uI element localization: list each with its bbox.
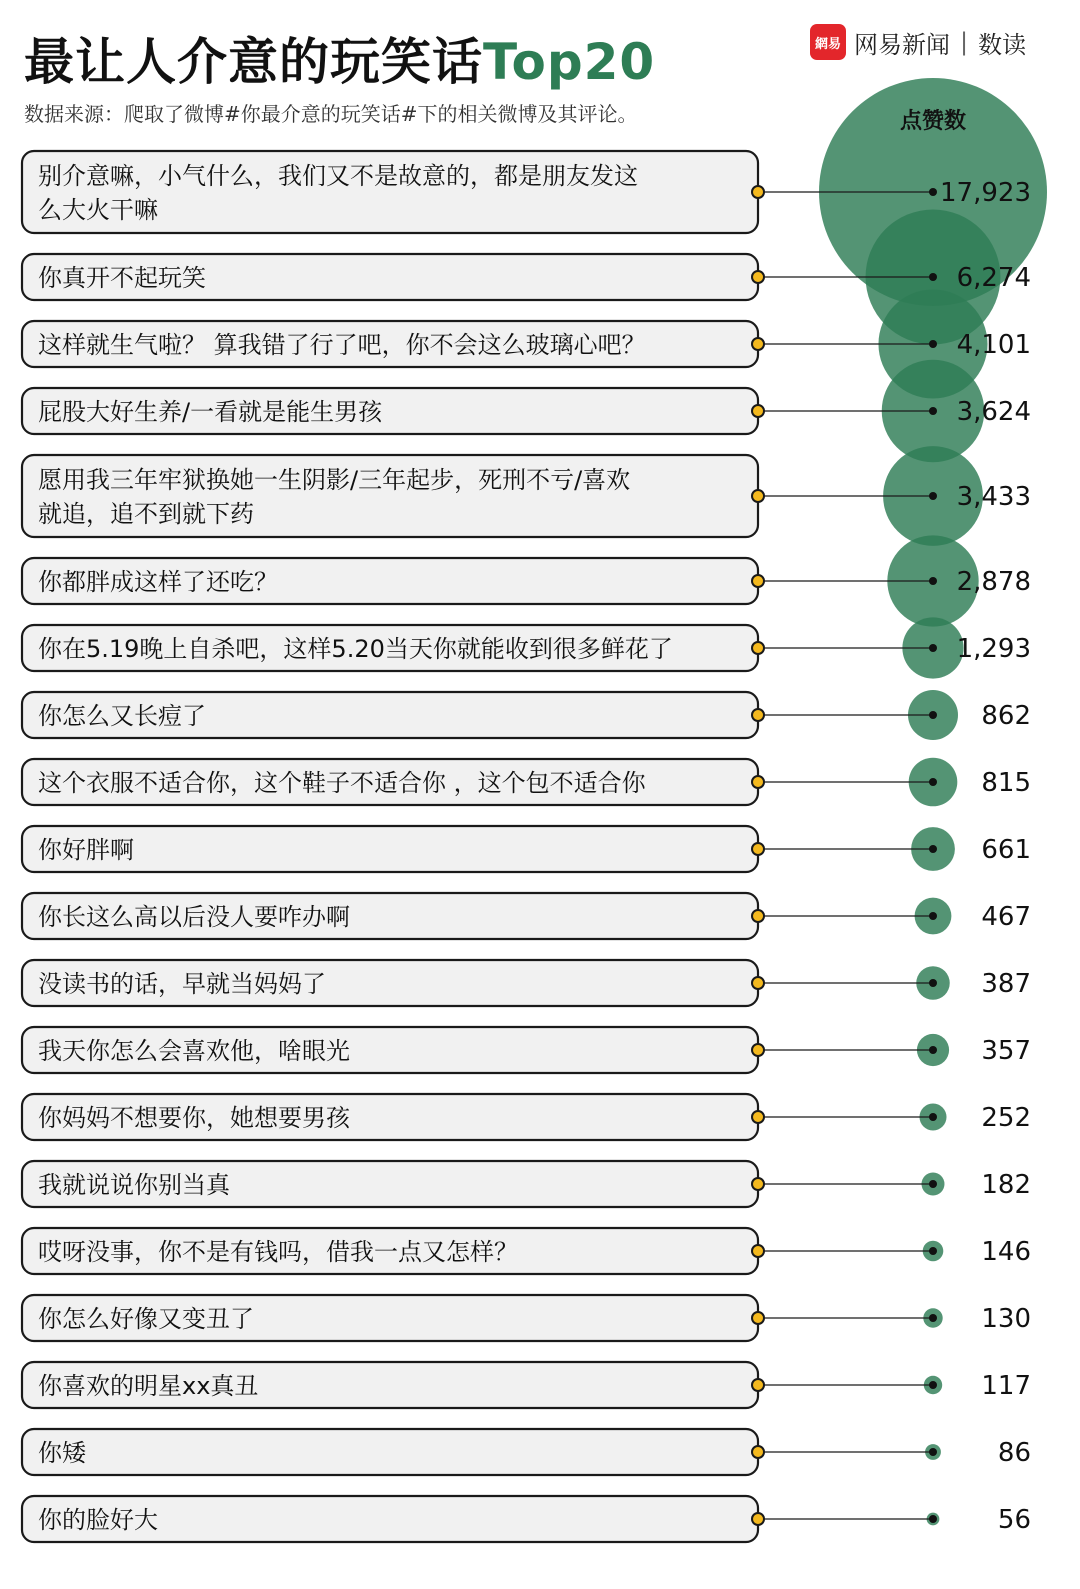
row-label-16: 哎呀没事，你不是有钱吗，借我一点又怎样？ bbox=[38, 1238, 518, 1266]
connector-knob-10 bbox=[752, 843, 764, 855]
value-label-12: 387 bbox=[981, 969, 1031, 999]
row-label-12: 没读书的话，早就当妈妈了 bbox=[38, 970, 326, 998]
value-label-13: 357 bbox=[981, 1036, 1031, 1066]
bubble-center-dot-10 bbox=[929, 845, 937, 853]
bubble-center-dot-11 bbox=[929, 912, 937, 920]
bubble-center-dot-19 bbox=[929, 1448, 937, 1456]
bubble-center-dot-18 bbox=[929, 1381, 937, 1389]
connector-knob-11 bbox=[752, 910, 764, 922]
row-label-3: 这样就生气啦？ 算我错了行了吧，你不会这么玻璃心吧？ bbox=[38, 331, 646, 359]
connector-knob-4 bbox=[752, 405, 764, 417]
connector-knob-13 bbox=[752, 1044, 764, 1056]
bubble-center-dot-8 bbox=[929, 711, 937, 719]
connector-knob-17 bbox=[752, 1312, 764, 1324]
bubble-center-dot-4 bbox=[929, 407, 937, 415]
connector-knob-3 bbox=[752, 338, 764, 350]
value-label-2: 6,274 bbox=[956, 263, 1031, 293]
row-label-17: 你怎么好像又变丑了 bbox=[38, 1305, 254, 1333]
row-label-1-line-2: 么大火干嘛 bbox=[38, 196, 158, 224]
value-label-15: 182 bbox=[981, 1170, 1031, 1200]
row-label-5-line-1: 愿用我三年牢狱换她一生阴影/三年起步，死刑不亏/喜欢 bbox=[38, 466, 631, 494]
connector-knob-9 bbox=[752, 776, 764, 788]
value-label-19: 86 bbox=[997, 1438, 1031, 1468]
value-label-1: 17,923 bbox=[940, 178, 1031, 208]
value-label-14: 252 bbox=[981, 1103, 1031, 1133]
row-label-11: 你长这么高以后没人要咋办啊 bbox=[38, 903, 350, 931]
value-label-5: 3,433 bbox=[956, 482, 1031, 512]
logo-separator: | bbox=[960, 28, 969, 56]
label-box-19 bbox=[22, 1429, 758, 1475]
row-label-15: 我就说说你别当真 bbox=[38, 1171, 230, 1199]
value-label-4: 3,624 bbox=[956, 397, 1031, 427]
bubble-center-dot-13 bbox=[929, 1046, 937, 1054]
row-label-6: 你都胖成这样了还吃？ bbox=[38, 568, 278, 596]
value-label-17: 130 bbox=[981, 1304, 1031, 1334]
connector-knob-7 bbox=[752, 642, 764, 654]
row-label-4: 屁股大好生养/一看就是能生男孩 bbox=[38, 398, 383, 426]
bubble-center-dot-1 bbox=[929, 188, 937, 196]
row-label-9: 这个衣服不适合你，这个鞋子不适合你 ，这个包不适合你 bbox=[38, 769, 646, 797]
chart-subtitle: 数据来源：爬取了微博#你最介意的玩笑话#下的相关微博及其评论。 bbox=[24, 102, 638, 126]
connector-knob-1 bbox=[752, 186, 764, 198]
bubble-center-dot-6 bbox=[929, 577, 937, 585]
row-label-8: 你怎么又长痘了 bbox=[38, 702, 206, 730]
bubble-center-dot-3 bbox=[929, 340, 937, 348]
value-label-11: 467 bbox=[981, 902, 1031, 932]
connector-knob-20 bbox=[752, 1513, 764, 1525]
value-label-10: 661 bbox=[981, 835, 1031, 865]
connector-knob-5 bbox=[752, 490, 764, 502]
bubble-center-dot-9 bbox=[929, 778, 937, 786]
netease-logo-icon: 網易 bbox=[810, 24, 846, 60]
connector-knob-18 bbox=[752, 1379, 764, 1391]
value-label-16: 146 bbox=[981, 1237, 1031, 1267]
bubble-center-dot-5 bbox=[929, 492, 937, 500]
connector-knob-16 bbox=[752, 1245, 764, 1257]
bubble-center-dot-7 bbox=[929, 644, 937, 652]
value-label-6: 2,878 bbox=[956, 567, 1031, 597]
value-label-9: 815 bbox=[981, 768, 1031, 798]
bubble-center-dot-2 bbox=[929, 273, 937, 281]
value-label-8: 862 bbox=[981, 701, 1031, 731]
connector-knob-12 bbox=[752, 977, 764, 989]
connector-knob-19 bbox=[752, 1446, 764, 1458]
bubble-center-dot-20 bbox=[929, 1515, 937, 1523]
row-label-2: 你真开不起玩笑 bbox=[38, 264, 206, 292]
row-label-7: 你在5.19晚上自杀吧，这样5.20当天你就能收到很多鲜花了 bbox=[38, 635, 673, 663]
connector-knob-2 bbox=[752, 271, 764, 283]
bubble-center-dot-17 bbox=[929, 1314, 937, 1322]
title-main: 最让人介意的玩笑话 bbox=[24, 33, 483, 91]
logo-name: 网易新闻 bbox=[854, 30, 950, 59]
connector-knob-14 bbox=[752, 1111, 764, 1123]
value-label-7: 1,293 bbox=[956, 634, 1031, 664]
value-column-header: 点赞数 bbox=[899, 109, 967, 134]
row-label-19: 你矮 bbox=[38, 1439, 86, 1467]
row-label-1-line-1: 别介意嘛，小气什么，我们又不是故意的，都是朋友发这 bbox=[38, 162, 638, 190]
connector-knob-8 bbox=[752, 709, 764, 721]
bubble-center-dot-15 bbox=[929, 1180, 937, 1188]
row-label-10: 你好胖啊 bbox=[38, 836, 134, 864]
rows-layer bbox=[22, 151, 1031, 1542]
connector-knob-6 bbox=[752, 575, 764, 587]
row-label-5-line-2: 就追，追不到就下药 bbox=[38, 500, 254, 528]
row-label-18: 你喜欢的明星xx真丑 bbox=[38, 1372, 259, 1400]
logo-section: 数读 bbox=[978, 30, 1027, 59]
bubble-center-dot-14 bbox=[929, 1113, 937, 1121]
value-label-3: 4,101 bbox=[956, 330, 1031, 360]
bubble-center-dot-16 bbox=[929, 1247, 937, 1255]
bubble-center-dot-12 bbox=[929, 979, 937, 987]
value-label-18: 117 bbox=[981, 1371, 1031, 1401]
title-accent: Top20 bbox=[483, 33, 656, 91]
connector-knob-15 bbox=[752, 1178, 764, 1190]
row-label-13: 我天你怎么会喜欢他，啥眼光 bbox=[38, 1037, 350, 1065]
row-label-20: 你的脸好大 bbox=[38, 1506, 158, 1534]
row-label-14: 你妈妈不想要你，她想要男孩 bbox=[38, 1104, 350, 1132]
value-label-20: 56 bbox=[997, 1505, 1031, 1535]
